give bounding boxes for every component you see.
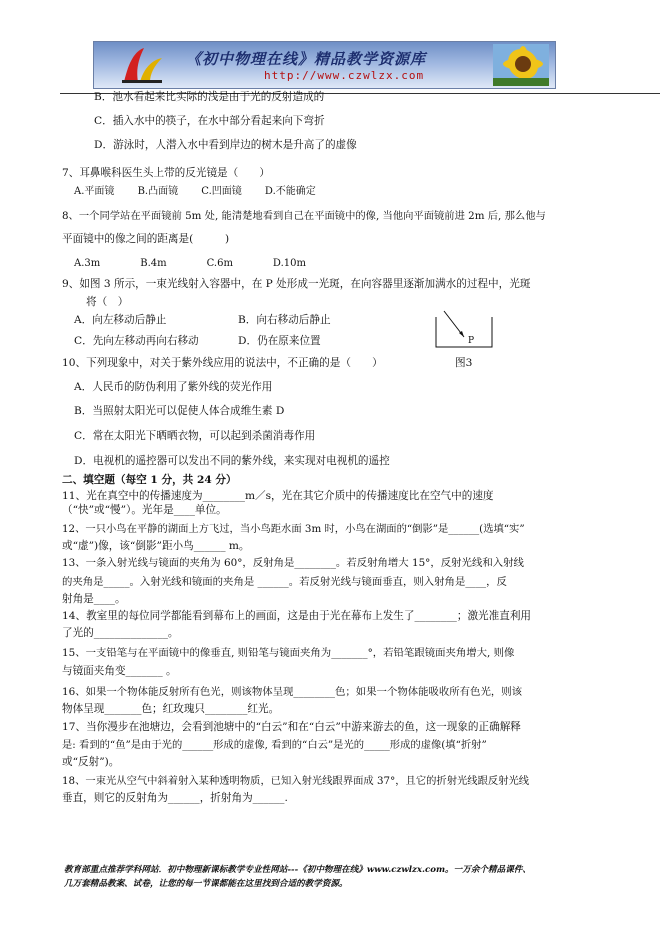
q13-line1: 13、一条入射光线与镜面的夹角为 60°，反射角是________。若反射角增大 15°，反射光线和入射线 (62, 557, 524, 569)
q8-stem-cont: 平面镜中的像之间的距离是( ) (62, 233, 230, 245)
page-footer (64, 863, 531, 891)
q6-option-c: C．插入水中的筷子，在水中部分看起来向下弯折 (94, 115, 325, 127)
q9-option-c: C．先向左移动再向右移动 (74, 335, 199, 347)
footer-line-2: 几万套精品教案、试卷，让您的每一节课都能在这里找到合适的教学资源。 (64, 879, 348, 889)
q10-option-d: D．电视机的遥控器可以发出不同的紫外线，来实现对电视机的遥控 (74, 455, 390, 467)
svg-text:P: P (468, 336, 475, 346)
q9-option-b: B．向右移动后静止 (238, 314, 331, 326)
section-2-heading: 二、填空题（每空 1 分，共 24 分） (62, 474, 237, 486)
q16-line2: 物体呈现_______色；红玫瑰只________红光。 (62, 703, 280, 715)
q8-stem: 8、一个同学站在平面镜前 5m 处, 能清楚地看到自己在平面镜中的像, 当他向平面镜前进 2m 后, 那么他与 (62, 210, 546, 222)
q17-line1: 17、当你漫步在池塘边，会看到池塘中的“白云”和在“白云”中游来游去的鱼，这一现象的正确解释 (62, 721, 521, 733)
q7-stem: 7、耳鼻喉科医生头上带的反光镜是（ ） (62, 167, 271, 179)
q6-option-b: B．池水看起来比实际的浅是由于光的反射造成的 (94, 91, 325, 103)
q17-line3: 或“反射”)。 (62, 756, 120, 768)
q7-options: A.平面镜 B.凸面镜 C.凹面镜 D.不能确定 (74, 186, 316, 197)
figure-3-container-diagram (434, 309, 494, 349)
q9-option-d: D．仍在原来位置 (238, 335, 321, 347)
sunflower-icon (493, 44, 549, 86)
q10-option-c: C．常在太阳光下晒晒衣物，可以起到杀菌消毒作用 (74, 430, 316, 442)
q17-line2: 是: 看到的“鱼”是由于光的______形成的虚像, 看到的“白云”是光的_____形成的虚像(填“折射” (62, 739, 487, 751)
q15-line2: 与镜面夹角变_______ 。 (62, 665, 177, 677)
q11-line1: 11、光在真空中的传播速度为________m／s，光在其它介质中的传播速度比在空气中的速度 (62, 490, 494, 502)
q14-line1: 14、教室里的每位同学都能看到幕布上的画面，这是由于光在幕布上发生了________；激光准直利用 (62, 610, 532, 622)
header-url[interactable]: http://www.czwlzx.com (264, 69, 425, 82)
q9-stem-cont: 将（ ） (86, 296, 129, 308)
q13-line2: 的夹角是_____。入射光线和镜面的夹角是 ______。若反射光线与镜面垂直，则入射角是____，反 (62, 576, 507, 588)
q10-stem: 10、下列现象中，对关于紫外线应用的说法中，不正确的是（ ） (62, 357, 383, 369)
site-logo-icon (120, 46, 164, 86)
figure-3-caption: 图3 (455, 357, 473, 369)
header-title: 《初中物理在线》精品教学资源库 (186, 50, 427, 68)
q6-option-d: D．游泳时，人潜入水中看到岸边的树木是升高了的虚像 (94, 139, 357, 151)
q10-option-b: B．当照射太阳光可以促使人体合成维生素 D (74, 405, 285, 417)
q18-line2: 垂直，则它的反射角为______，折射角为______. (62, 792, 288, 804)
q14-line2: 了光的______________。 (62, 627, 179, 639)
q8-options: A.3m B.4m C.6m D.10m (74, 258, 306, 269)
q12-line1: 12、一只小鸟在平静的湖面上方飞过，当小鸟距水面 3m 时，小鸟在湖面的“倒影”是______(选填“实” (62, 523, 525, 535)
footer-line-1: 教育部重点推荐学科网站．初中物理新课标教学专业性网站---《初中物理在线》www.czwlzx.com。一万余个精品课件、 (64, 865, 531, 875)
q9-option-a: A．向左移动后静止 (74, 314, 167, 326)
q11-line2: （“快”或“慢”）。光年是____单位。 (62, 504, 227, 516)
header-banner (93, 41, 556, 89)
q16-line1: 16、如果一个物体能反射所有色光，则该物体呈现________色；如果一个物体能吸收所有色光，则该 (62, 686, 523, 698)
q15-line1: 15、一支铅笔与在平面镜中的像垂直, 则铅笔与镜面夹角为_______°，若铅笔跟镜面夹角增大, 则像 (62, 647, 515, 659)
q13-line3: 射角是____。 (62, 593, 126, 605)
q10-option-a: A．人民币的防伪利用了紫外线的荧光作用 (74, 381, 273, 393)
q9-stem: 9、如图 3 所示，一束光线射入容器中，在 P 处形成一光斑，在向容器里逐渐加满水的过程中，光斑 (62, 278, 531, 290)
q18-line1: 18、一束光从空气中斜着射入某种透明物质，已知入射光线跟界面成 37°，且它的折射光线跟反射光线 (62, 775, 530, 787)
q12-line2: 或“虚”)像，该“倒影”距小鸟______ m。 (62, 540, 250, 552)
